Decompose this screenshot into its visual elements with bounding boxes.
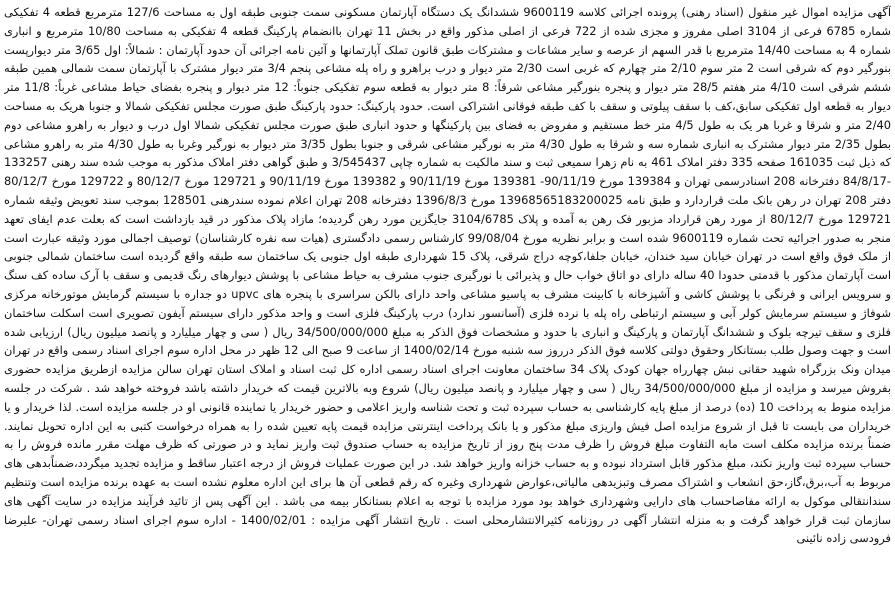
auction-notice bbox=[4, 3, 891, 607]
auction-notice-body: آگهی مزایده اموال غیر منقول (اسناد رهنی) پرونده اجرائی کلاسه 9600119 ششدانگ یک دستگاه آپارتمان مسکونی سمت جنوبی طبقه اول به مساحت 127/6 مترمربع قطعه 4 تفکیکی شماره 6785 فرعی از 3104 اصلی مفروز و مجزی شده از 722 فرعی از اصلی مذکور واقع در بخش 11 تهران باانضمام پارکینگ قطعه 4 تفکیکی به مساحت 10/80 مترمربع و انباری شماره 4 به مساحت 14/40 مترمربع با قدر السهم از عرصه و سایر مشاعات و مشترکات طبق قانون تملک آپارتمانها و آئین نامه اجرائی آن حدود آپارتمان : شمالاً: اول 3/65 متر دیوارپست بنورگیر دوم که شرقی است 2 متر سوم 2/10 متر چهارم که غربی است 2/30 متر دیوار و درب براهرو و راه پله مشاعی پنجم 3/4 متر دیوار مشترک با آپارتمان سمت شمالی همین طبقه ششم شرقی است 4/10 متر هفتم 28/5 متر دیوار و پنجره بنورگیر مشاعی شرقاً: 8 متر دیوار به قطعه سوم تفکیکی جنوباً: 12 متر دیوار و پنجره بفضای حیاط مشاعی غرباً: 11/8 متر دیوار به قطعه اول تفکیکی سابق،کف با سقف پیلوتی و سقف با کف طبقه فوقانی اشتراکی است. حدود پارکینگ: حدود پارکینگ طبق صورت مجلس تفکیکی شمالا و جنوبا هریک به مساحت 2/40 متر و شرقا و غربا هر یک به طول 4/5 متر خط مستقیم و مفروض به فضای بین پارکینگها و حدود انباری طبق صورت مجلس تفکیکی شمالا اول درب و دیوار به راهرو مشاعی دوم بطول 2/35 متر دیوار مشترک به انباری شماره سه و شرقا به طول 4/30 متر به نورگیر مشاعی شرقی و جنوبا بطول 3/35 متر دیوار به نورگیر وغربا به طول 4/30 متر به راهرو مشاعی که ذیل ثبت 161035 صفحه 335 دفتر املاک 461 به نام زهرا سمیعی ثبت و سند مالکیت به شماره چاپی 3/545437 و طبق گواهی دفتر املاک مذکور به موجب شده سند رهنی 133257 -84/8/17 دفترخانه 208 اسنادرسمی تهران و 139384 مورخ 90/11/19- 139381 مورخ 90/11/19 و 139382 مورخ 90/11/19 و 129721 مورخ 80/12/7 و 129722 مورخ 80/12/7 دفتر 208 تهران در رهن بانک ملت قراردارد و طبق نامه 13968565183200025 مورخ 1396/8/3 دفترخانه 208 تهران اعلام نموده سندرهنی 128501 بموجب سند تعویض وثیقه شماره 129721 مورخ 80/12/7 از مورد رهن قرارداد مزبور فک رهن به آمده و پلاک 3104/6785 جایگزین مورد رهن گردیده؛ مازاد پلاک مذکور در قید بازداشت است که بعلت عدم ایفای تعهد منجر به صدور اجرائیه تحت شماره 9600119 شده است و برابر نظریه مورخ 99/08/04 کارشناس رسمی دادگستری (هیات سه نفره کارشناسان) توصیف اجمالی مورد وثیقه عبارت است از ملک فوق واقع است در تهران خیابان سید خندان، خیابان جلفا،کوچه دراج شرقی، پلاک 15 شهرداری طبقه اول جنوبی یک ساختمان سه طبقه واقع گردیده است ساختمان شمالی جنوبی است آپارتمان مذکور با قدمتی حدودا 40 ساله دارای دو اتاق خواب حال و پذیرائی با نورگیری جنوب مشرف به حیاط مشاعی با پوشش دیوارهای رنگ قدیمی و سقف با آرک ساده کف سنگ و سرویس ایرانی و فرنگی با پوشش کاشی و آشپزخانه با کابینت مشرف به پاسیو مشاعی واحد دارای بالکن سراسری با پنجره های upvc دو جداره با سیستم گرمایش موتورخانه مرکزی شوفاژ و سیستم سرمایش کولر آبی و سیستم ارتباطی راه پله با نرده فلزی (آسانسور ندارد) درب پارکینگ فلزی است و واحد مذکور دارای سیستم آیفون تصویری است اسکلت ساختمان فلزی و سقف تیرچه بلوک و ششدانگ آپارتمان و پارکینگ و انباری با حدود و مشخصات فوق الذکر به مبلغ 34/500/000/000 ریال ( سی و چهار میلیارد و پانصد میلیون ریال) ارزیابی شده است و جهت وصول طلب بستانکار وحقوق دولتی کلاسه فوق الذکر درروز سه شنبه مورخ 1400/02/14 از ساعت 9 صبح الی 12 ظهر در محل اداره سوم اجرای اسناد رسمی واقع در تهران میدان ونک بزرگراه شهید حقانی نبش چهارراه جهان کودک پلاک 34 ساختمان معاونت اجرای اسناد رسمی اداره کل ثبت اسناد و املاک استان تهران سالن مزایده ازطریق مزایده حضوری بفروش میرسد و مزایده از مبلغ 34/500/000/000 ریال ( سی و چهار میلیارد و پانصد میلیون ریال) شروع وبه بالاترین قیمت که خریدار داشته باشد فروخته خواهد شد . شرکت در جلسه مزایده منوط به پرداخت 10 (ده) درصد از مبلغ پایه کارشناسی به حساب سپرده ثبت و تحت شناسه واریز اعلامی و حضور خریدار یا نماینده قانونی او در جلسه مزایده است. لذا خریدار و یا خریداران می بایست تا قبل از شروع مزایده اصل فیش واریزی مبلغ مذکور و یا بانک پرداخت اینترنتی مزایده قیمت پایه تعیین شده را به همراه درخواست کتبی به این اداره تحویل نمایند. ضمناً برنده مزایده مکلف است مابه التفاوت مبلغ فروش را ظرف مدت پنج روز از تاریخ مزایده به حساب صندوق ثبت واریز نماید و در صورتی که ظرف مهلت مقرر مانده فروش را به حساب سپرده ثبت واریز نکند، مبلغ مذکور قابل استرداد نبوده و به حساب خزانه واریز خواهد شد. در این صورت عملیات فروش از درجه اعتبار ساقط و مزایده تجدید میگردد،ضمناًبدهی های مربوط به آب،برق،گاز،حق انشعاب و اشتراک مصرف وتبزیدهی مالیاتی،عوارض شهرداری وغیره که رقم قطعی آن ها برای این اداره معلوم نشده است به عهده برنده مزایده است وتنظیم سندانتقالی موکول به ارائه مفاصاحساب های دارایی وشهرداری خواهد بود مورد مزایده با توجه به اعلام بستانکار بیمه می باشد . این آگهی پس از تائید فرآیند مزایده در سایت آگهی های سازمان ثبت قرار خواهد گرفت و به منزله انتشار آگهی در روزنامه کثیرالانتشارمحلی است . تاریخ انتشار آگهی مزایده : 1400/02/01 - اداره سوم اجرای اسناد رسمی تهران- علیرضا فرودسی زاده نائینی bbox=[4, 5, 891, 546]
